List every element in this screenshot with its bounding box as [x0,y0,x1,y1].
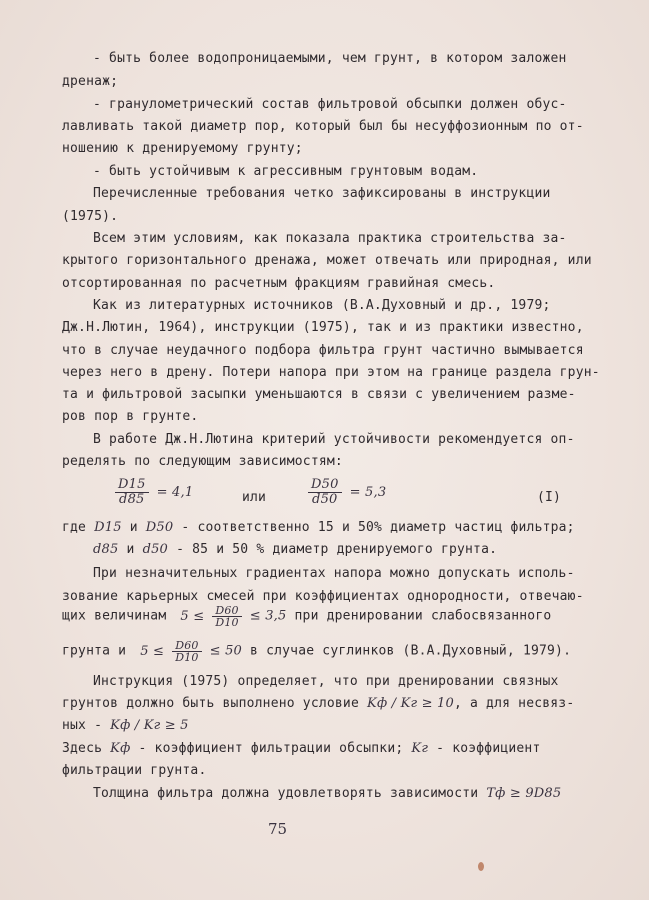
text-line [62,741,541,757]
equation-number: (I) [537,490,562,505]
inequality-row [62,640,571,670]
fraction-d15-d85 [115,478,149,507]
denominator: D10 [215,616,239,629]
word: в случае суглинков (В.А.Духовный, 1979). [250,643,572,659]
word: ных - [62,718,103,733]
text-line [93,542,497,558]
text-line: через него в дрену. Потери напора при этом на границе раздела грун- [62,365,600,380]
word: - коэффициент фильтрации обсыпки; [138,741,404,756]
inequality-row [62,605,551,635]
numerator: D15 [115,478,149,493]
denominator: d85 [119,492,145,507]
text-line: Всем этим условиям, как показала практика строительства за- [93,231,567,246]
word: щих величинам [62,608,167,624]
symbol: Kф [110,741,131,756]
text-line: ределять по следующим зависимостям: [62,454,343,469]
text-line: лавливать такой диаметр пор, который был бы несуффозионным по от- [62,119,584,134]
word: Здесь [62,741,103,756]
text-line: крытого горизонтального дренажа, может отвечать или природная, или [62,253,592,268]
formula-part: 5 ≤ [180,608,205,624]
word: и [126,542,135,557]
formula-part: Tф ≥ 9D85 [486,786,562,801]
formula-value: = 4,1 [156,485,194,500]
numerator: D50 [308,478,342,493]
word: где [62,520,87,535]
formula-part: Kф / Kг ≥ 5 [110,718,189,733]
text-line [62,696,574,712]
fraction-d60-d10 [172,640,201,663]
word: - 85 и 50 % диаметр дренируемого грунта. [176,542,498,557]
symbol: d85 [93,542,119,557]
text-line: При незначительных градиентах напора можно допускать исполь- [93,566,575,581]
denominator: D10 [175,651,199,664]
formula-row [115,478,193,518]
word: грунта и [62,643,127,659]
or-word: или [242,490,267,505]
text-line: В работе Дж.Н.Лютина критерий устойчивости рекомендуется оп- [93,432,575,447]
fraction-d50-d50 [308,478,342,507]
page-number: 75 [268,820,288,838]
text-line: - быть более водопроницаемыми, чем грунт, в котором заложен [93,51,567,66]
text-line: зование карьерных смесей при коэффициентах однородности, отвечаю- [62,589,584,604]
formula-row [308,478,386,518]
text-line: (1975). [62,209,119,224]
text-line: Инструкция (1975) определяет, что при дренировании связных [93,674,559,689]
text-line [93,786,561,802]
symbol: D15 [94,520,122,535]
text-line: - гранулометрический состав фильтровой обсыпки должен обус- [93,97,567,112]
text-line: ров пор в грунте. [62,409,199,424]
formula-part: Kф / Kг ≥ 10 [367,696,454,711]
symbol: d50 [142,542,169,557]
symbol: D50 [145,520,174,535]
text-line: фильтрации грунта. [62,763,207,778]
numerator: D60 [212,605,241,617]
word: , а для несвяз- [453,696,575,711]
text-line [62,718,189,734]
text-line: Как из литературных источников (В.А.Духовный и др., 1979; [93,298,551,313]
fraction-d60-d10 [212,605,241,628]
text-line: ношению к дренируемому грунту; [62,141,303,156]
text-line: Дж.Н.Лютин, 1964), инструкции (1975), так и из практики известно, [62,320,584,335]
word: и [129,520,138,535]
formula-value: = 5,3 [349,485,387,500]
word: грунтов должно быть выполнено условие [62,696,359,711]
word: Толщина фильтра должна удовлетворять зависимости [93,786,479,801]
numerator: D60 [172,640,201,652]
paper-stain [478,862,484,871]
denominator: d50 [312,492,338,507]
text-line: - быть устойчивым к агрессивным грунтовым водам. [93,164,479,179]
formula-part: ≤ 50 [209,643,243,659]
formula-part: ≤ 3,5 [249,608,287,624]
text-line: дренаж; [62,74,119,89]
text-line: Перечисленные требования четко зафиксированы в инструкции [93,186,551,201]
text-line: отсортированная по расчетным фракциям гравийная смесь. [62,276,496,291]
symbol: Kг [411,741,429,756]
word: при дренировании слабосвязанного [294,608,552,624]
word: - коэффициент [436,741,541,756]
text-line: та и фильтровой засыпки уменьшаются в связи с увеличением разме- [62,387,576,402]
text-line: что в случае неудачного подбора фильтра грунт частично вымывается [62,343,584,358]
formula-part: 5 ≤ [140,643,165,659]
text-line [62,520,575,536]
word: - соответственно 15 и 50% диаметр частиц фильтра; [181,520,575,535]
